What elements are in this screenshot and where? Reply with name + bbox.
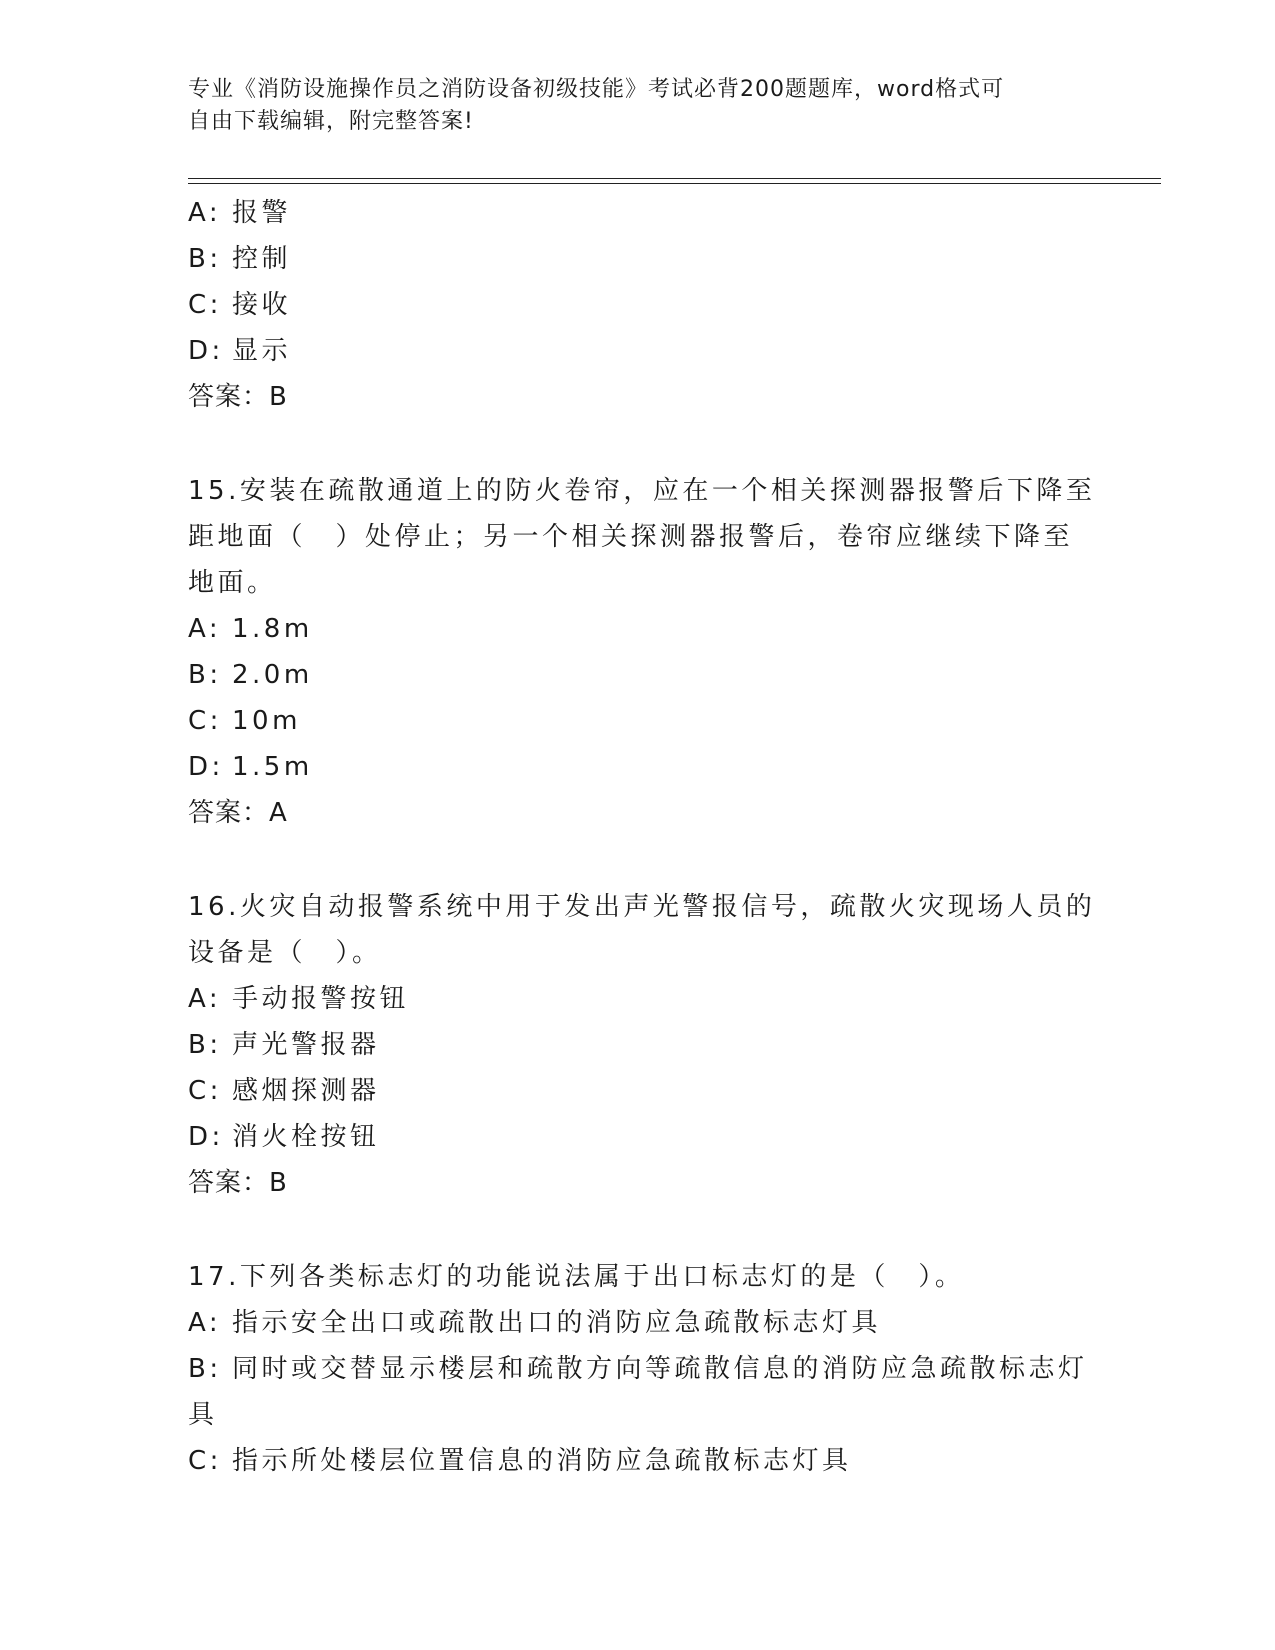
- option-a: A: 指示安全出口或疏散出口的消防应急疏散标志灯具: [188, 1308, 882, 1338]
- option-c: C: 指示所处楼层位置信息的消防应急疏散标志灯具: [188, 1446, 852, 1476]
- question-16: [188, 884, 1096, 1206]
- question-15: [188, 468, 1096, 836]
- option-c: C: 感烟探测器: [188, 1076, 380, 1106]
- answer: 答案：B: [188, 1168, 288, 1198]
- question-stem-line: 15.安装在疏散通道上的防火卷帘，应在一个相关探测器报警后下降至: [188, 476, 1096, 506]
- header-line-1: 专业《消防设施操作员之消防设备初级技能》考试必背200题题库，word格式可: [188, 77, 1005, 102]
- question-stem-line: 设备是（ ）。: [188, 938, 382, 968]
- option-b: B: 控制: [188, 244, 292, 274]
- page-header: [188, 74, 1068, 138]
- option-d: D: 消火栓按钮: [188, 1122, 380, 1152]
- option-b: B: 声光警报器: [188, 1030, 380, 1060]
- header-line-2: 自由下载编辑，附完整答案!: [188, 109, 474, 134]
- question-stem-line: 16.火灾自动报警系统中用于发出声光警报信号，疏散火灾现场人员的: [188, 892, 1096, 922]
- question-stem-line: 17.下列各类标志灯的功能说法属于出口标志灯的是（ ）。: [188, 1262, 965, 1292]
- answer: 答案：A: [188, 798, 288, 828]
- question-17: [188, 1254, 1088, 1484]
- option-c: C: 10m: [188, 706, 301, 736]
- question-stem-line: 地面。: [188, 568, 277, 598]
- header-double-rule: [188, 178, 1161, 184]
- option-d: D: 1.5m: [188, 752, 313, 782]
- option-c: C: 接收: [188, 290, 292, 320]
- option-d: D: 显示: [188, 336, 292, 366]
- option-a: A: 手动报警按钮: [188, 984, 410, 1014]
- option-b: B: 2.0m: [188, 660, 313, 690]
- option-a: A: 报警: [188, 198, 292, 228]
- question-stem-line: 距地面（ ）处停止；另一个相关探测器报警后，卷帘应继续下降至: [188, 522, 1074, 552]
- question-14-options: [188, 190, 1088, 420]
- answer: 答案：B: [188, 382, 288, 412]
- option-b-continuation: 具: [188, 1400, 218, 1430]
- question-content: [188, 190, 1096, 1484]
- option-b: B: 同时或交替显示楼层和疏散方向等疏散信息的消防应急疏散标志灯: [188, 1354, 1088, 1384]
- option-a: A: 1.8m: [188, 614, 313, 644]
